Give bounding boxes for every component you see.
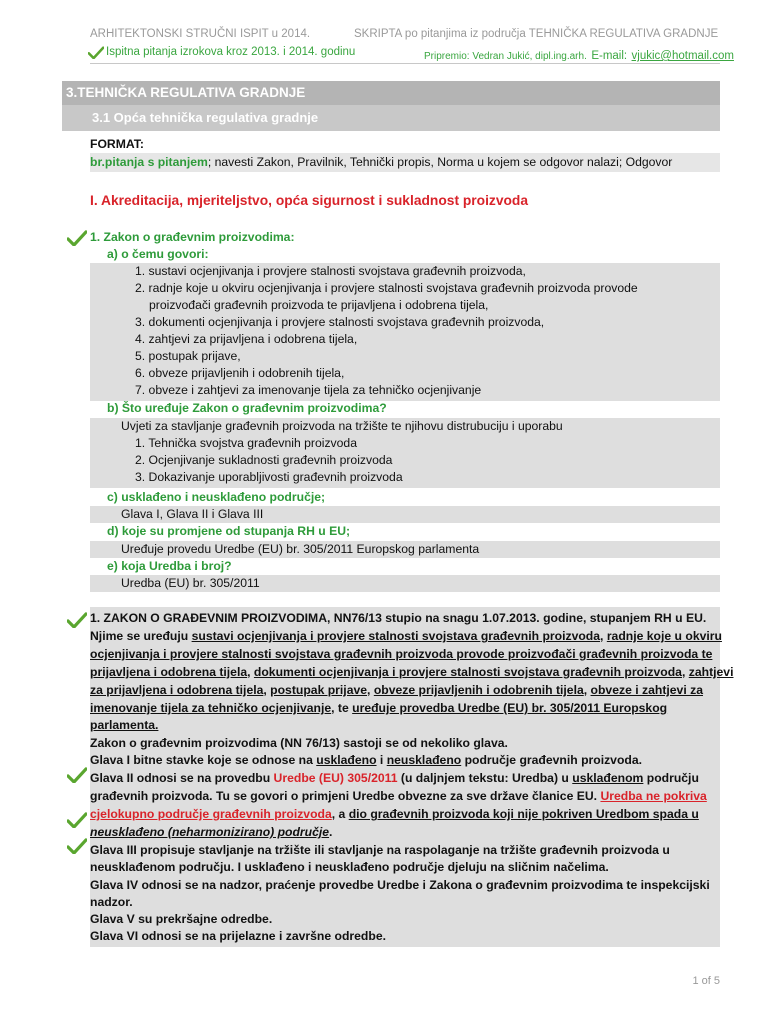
q1-d-label: d) koje su promjene od stupanja RH u EU; xyxy=(107,524,351,538)
checkmark-icon xyxy=(67,230,87,246)
section-subtitle: 3.1 Opća tehnička regulativa gradnje xyxy=(92,110,319,125)
q1-b-intro: Uvjeti za stavljanje građevnih proizvoda na tržište te njihovu distrubuciju i uporabu xyxy=(121,419,563,433)
format-line: br.pitanja s pitanjem; navesti Zakon, Pravilnik, Tehnički propis, Norma u kojem se odgovor nalazi; Odgovor xyxy=(90,155,673,169)
q1-a-label: a) o čemu govori: xyxy=(107,247,209,261)
q1-a-item: 1. sustavi ocjenjivanja i provjere stalnosti svojstava građevnih proizvoda, xyxy=(135,264,526,278)
q1-c-answer: Glava I, Glava II i Glava III xyxy=(121,507,264,521)
q1-a-item: 3. dokumenti ocjenjivanja i provjere stalnosti svojstava građevnih proizvoda, xyxy=(135,315,545,329)
q1-c-label: c) usklađeno i neusklađeno područje; xyxy=(107,490,326,504)
answer-line: Glava IV odnosi se na nadzor, praćenje provedbe Uredbe i Zakona o građevnim proizvodima te inspekcijski xyxy=(90,878,710,892)
q1-a-item: 2. radnje koje u okviru ocjenjivanja i provjere stalnosti svojstava građevnih proizvoda provode xyxy=(135,281,638,295)
answer-line: Njime se uređuju sustavi ocjenjivanja i provjere stalnosti svojstava građevnih proizvoda, radnje koje u okviru xyxy=(90,629,722,643)
email-link[interactable]: vjukic@hotmail.com xyxy=(631,50,734,62)
answer-line: neusklađeno (neharmonizirano) područje. xyxy=(90,825,333,839)
format-label: FORMAT: xyxy=(90,137,144,151)
header-left-top: ARHITEKTONSKI STRUČNI ISPIT u 2014. xyxy=(90,28,311,40)
q1-a-item: proizvođači građevnih proizvoda te prijavljena i odobrena tijela, xyxy=(149,298,489,312)
q1-b-item: 3. Dokazivanje uporabljivosti građevnih proizvoda xyxy=(135,470,403,484)
checkmark-icon xyxy=(67,838,87,854)
q1-b-item: 2. Ocjenjivanje sukladnosti građevnih proizvoda xyxy=(135,453,393,467)
answer-line: imenovanje tijela za tehničko ocjenjivanje, te uređuje provedba Uredbe (EU) br. 305/2011 Europskog xyxy=(90,701,668,715)
q1-a-item: 7. obveze i zahtjevi za imenovanje tijela za tehničko ocjenjivanje xyxy=(135,383,482,397)
answer-line: parlamenta. xyxy=(90,718,159,732)
header-right-bottom: Pripremio: Vedran Jukić, dipl.ing.arh. E-mail: vjukic@hotmail.com xyxy=(424,50,734,62)
checkmark-icon xyxy=(67,812,87,828)
checkmark-icon xyxy=(67,612,87,628)
q1-e-label: e) koja Uredba i broj? xyxy=(107,559,232,573)
answer-line: građevnih proizvoda. Tu se govori o primjeni Uredbe obvezne za sve države članice EU. Uredba ne pokriva xyxy=(90,789,707,803)
header-left-bottom: Ispitna pitanja izrokova kroz 2013. i 2014. godinu xyxy=(106,46,356,58)
answer-line: Glava I bitne stavke koje se odnose na usklađeno i neusklađeno područje građevnih proizvoda. xyxy=(90,753,643,767)
answer-line: Glava V su prekršajne odredbe. xyxy=(90,912,273,926)
page-number: 1 of 5 xyxy=(692,975,720,987)
answer-line: neusklađenom području. I usklađeno i neusklađeno područje djeluju na sličnim načelima. xyxy=(90,860,609,874)
answer-line: 1. ZAKON O GRAĐEVNIM PROIZVODIMA, NN76/13 stupio na snagu 1.07.2013. godine, stupanjem RH u EU. xyxy=(90,611,707,625)
q1-d-answer: Uređuje provedu Uredbe (EU) br. 305/2011 Europskog parlamenta xyxy=(121,542,480,556)
answer-line: ocjenjivanja i provjere stalnosti svojstava građevnih proizvoda provode proizvođači građevnih proizvoda te xyxy=(90,647,713,661)
q1-a-item: 5. postupak prijave, xyxy=(135,349,241,363)
answer-line: Zakon o građevnim proizvodima (NN 76/13) sastoji se od nekoliko glava. xyxy=(90,736,508,750)
checkmark-icon xyxy=(67,767,87,783)
q1-a-item: 6. obveze prijavljenih i odobrenih tijela, xyxy=(135,366,345,380)
header-divider xyxy=(90,63,720,64)
answer-line: prijavljena i odobrena tijela, dokumenti ocjenjivanja i provjere stalnosti svojstava građevnih proizvoda, zahtjevi xyxy=(90,665,734,679)
q1-b-item: 1. Tehnička svojstva građevnih proizvoda xyxy=(135,436,357,450)
section-title: 3.TEHNIČKA REGULATIVA GRADNJE xyxy=(66,85,306,100)
answer-line: Glava III propisuje stavljanje na tržište ili stavljanje na raspolaganje na tržište građevnih proizvoda u xyxy=(90,843,670,857)
q1-title: 1. Zakon o građevnim proizvodima: xyxy=(90,230,295,244)
q1-b-label: b) Što uređuje Zakon o građevnim proizvodima? xyxy=(107,401,387,415)
answer-line: cjelokupno područje građevnih proizvoda, a dio građevnih proizvoda koji nije pokriven Uredbom spada u xyxy=(90,807,699,821)
checkmark-icon xyxy=(88,46,104,59)
chapter-heading: I. Akreditacija, mjeriteljstvo, opća sigurnost i sukladnost proizvoda xyxy=(90,193,529,208)
q1-e-answer: Uredba (EU) br. 305/2011 xyxy=(121,576,260,590)
answer-line: Glava VI odnosi se na prijelazne i završne odredbe. xyxy=(90,929,386,943)
q1-a-item: 4. zahtjevi za prijavljena i odobrena tijela, xyxy=(135,332,358,346)
header-right-top: SKRIPTA po pitanjima iz područja TEHNIČKA REGULATIVA GRADNJE xyxy=(354,28,719,40)
answer-line: Glava II odnosi se na provedbu Uredbe (EU) 305/2011 (u daljnjem tekstu: Uredba) u usklađenom području xyxy=(90,771,699,785)
answer-line: nadzor. xyxy=(90,895,133,909)
answer-line: za prijavljena i odobrena tijela, postupak prijave, obveze prijavljenih i odobrenih tijela, obveze i zahtjevi za xyxy=(90,683,703,697)
